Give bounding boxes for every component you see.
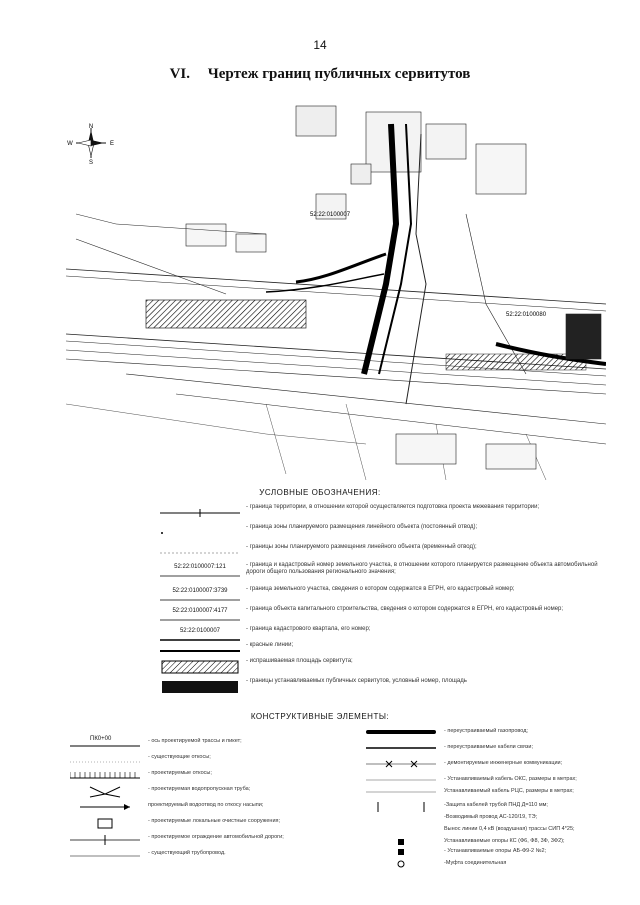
- legend-symbol-label: 52:22:0100007: [179, 628, 221, 634]
- legend-symbol-label: 52:22:0100007:4177: [172, 608, 228, 614]
- constructive-item: [366, 742, 630, 758]
- compass-n: N: [88, 124, 94, 130]
- parcel-label-b: 52:22:0100080: [506, 312, 547, 318]
- constructive-symbol: [70, 736, 140, 750]
- legend-symbol: [160, 660, 240, 676]
- constructive-item: [70, 832, 330, 848]
- constructive-text: - проектируемые локальные очистные сооружения;: [148, 818, 281, 824]
- section-title: Чертеж границ публичных сервитутов: [207, 66, 471, 82]
- constructive-item: [70, 848, 330, 864]
- legend-item: [150, 586, 620, 604]
- constructive-text: - демонтируемые инженерные коммуникации;: [444, 760, 563, 766]
- legend-symbol: [160, 588, 240, 604]
- constructive-text: Вынос линии 0,4 кВ (воздушная) трассы СИП 4*25;: [444, 826, 575, 832]
- constructive-text: Устанавливаемый кабель РЦС, размеры в метрах;: [444, 788, 574, 794]
- section-number: VI.: [169, 66, 191, 82]
- legend-text: - границы зоны планируемого размещения линейного объекта (временный отвод);: [246, 544, 477, 550]
- parcel-label-a: 52:22:0100007: [310, 212, 351, 218]
- legend-symbol-label: 52:22:0100007:3739: [172, 588, 228, 594]
- legend-symbol-label: 52:22:0100007:121: [174, 564, 226, 570]
- constructive-text: - проектируемое ограждение автомобильной дороги;: [148, 834, 284, 840]
- constructive-item: [70, 816, 330, 832]
- constructive-symbol: [70, 768, 140, 782]
- constructive-symbol: [366, 726, 436, 740]
- constructive-text: -Защита кабелей трубой ПНД Д=110 мм;: [444, 802, 548, 808]
- legend-title: УСЛОВНЫЕ ОБОЗНАЧЕНИЯ:: [259, 488, 381, 497]
- legend-symbol: [160, 506, 240, 522]
- compass-e: E: [109, 141, 115, 147]
- legend-text: - граница кадастрового квартала, его номер;: [246, 626, 371, 632]
- legend-text: - граница земельного участка, сведения о котором содержатся в ЕГРН, его кадастровый номер;: [246, 586, 515, 592]
- constructive-symbol: [70, 800, 140, 814]
- compass-w: W: [67, 141, 73, 147]
- constructive-text: - переустраиваемые кабели связи;: [444, 744, 533, 750]
- constructive-text: - переустраиваемый газопровод;: [444, 728, 528, 734]
- constructive-text: - Устанавливаемые опоры АБ-Ф9-2 №2;: [444, 848, 547, 854]
- constructive-item: [70, 800, 330, 816]
- constructive-title: КОНСТРУКТИВНЫЕ ЭЛЕМЕНТЫ:: [250, 712, 390, 721]
- legend-symbol: [160, 546, 240, 562]
- legend-symbol: [160, 526, 240, 542]
- legend-text: - граница территории, в отношении которой осуществляется подготовка проекта межевания территории;: [246, 504, 540, 510]
- constructive-text: - существующие откосы;: [148, 754, 211, 760]
- legend-text: - граница объекта капитального строительства, сведения о котором содержатся в ЕГРН, его кадастровый номер;: [246, 606, 564, 612]
- constructive-item: [70, 752, 330, 768]
- legend-item: [150, 678, 620, 696]
- constructive-symbol: [366, 786, 436, 800]
- constructive-text: - ось проектируемой трассы и пикет;: [148, 738, 242, 744]
- constructive-symbol: [70, 816, 140, 830]
- legend-text: - красные линии;: [246, 642, 294, 648]
- constructive-text: - проектируемые откосы;: [148, 770, 212, 776]
- legend-item: [150, 524, 620, 542]
- constructive-item: [366, 858, 630, 874]
- constructive-symbol: [366, 742, 436, 756]
- constructive-text: - существующий трубопровод.: [148, 850, 226, 856]
- legend-symbol: [160, 608, 240, 624]
- page-number: 14: [313, 38, 327, 52]
- page-title: [0, 66, 640, 83]
- constructive-item: [366, 726, 630, 742]
- constructive-symbol: [366, 858, 436, 872]
- constructive-symbol: [70, 752, 140, 766]
- constructive-text: -Муфта соединительная: [444, 860, 507, 866]
- constructive-text: - проектируемая водопропускная труба;: [148, 786, 251, 792]
- constructive-item: [70, 784, 330, 800]
- constructive-item: [70, 736, 330, 752]
- legend-item: [150, 658, 620, 676]
- legend-item: [150, 544, 620, 562]
- constructive-text: - Устанавливаемый кабель ОКС, размеры в метрах;: [444, 776, 577, 782]
- constructive-text: -Возводимый провод АС-120/19, ТЭ;: [444, 814, 538, 820]
- servitude-drawing: [66, 104, 606, 480]
- constructive-symbol: [70, 848, 140, 862]
- compass-s: S: [88, 160, 94, 164]
- constructive-symbol: [70, 832, 140, 846]
- legend-item: [150, 504, 620, 522]
- legend-symbol: [160, 680, 240, 696]
- legend-text: - граница и кадастровый номер земельного участка, в отношении которого планируется размещение объекта автомобильной дороги общего пользования регионального значения;: [246, 562, 598, 575]
- legend-item: [150, 606, 620, 624]
- legend-item: [150, 562, 620, 580]
- constructive-symbol-label: ПК0+00: [90, 736, 112, 742]
- legend-text: - испрашиваемая площадь сервитута;: [246, 658, 353, 664]
- legend-text: - границы устанавливаемых публичных сервитутов, условный номер, площадь: [246, 678, 467, 684]
- constructive-text: проектируемый водоотвод по откосу насыпи;: [148, 802, 264, 808]
- constructive-item: [70, 768, 330, 784]
- constructive-symbol: [70, 784, 140, 798]
- legend-text: - граница зоны планируемого размещения линейного объекта (постоянный отвод);: [246, 524, 478, 530]
- constructive-text: Устанавливаемые опоры КС (Ф6, Ф8, 3Ф, 3Ф2);: [444, 838, 565, 844]
- constructive-item: [366, 758, 630, 774]
- legend-symbol: [160, 564, 240, 580]
- constructive-symbol: [366, 758, 436, 772]
